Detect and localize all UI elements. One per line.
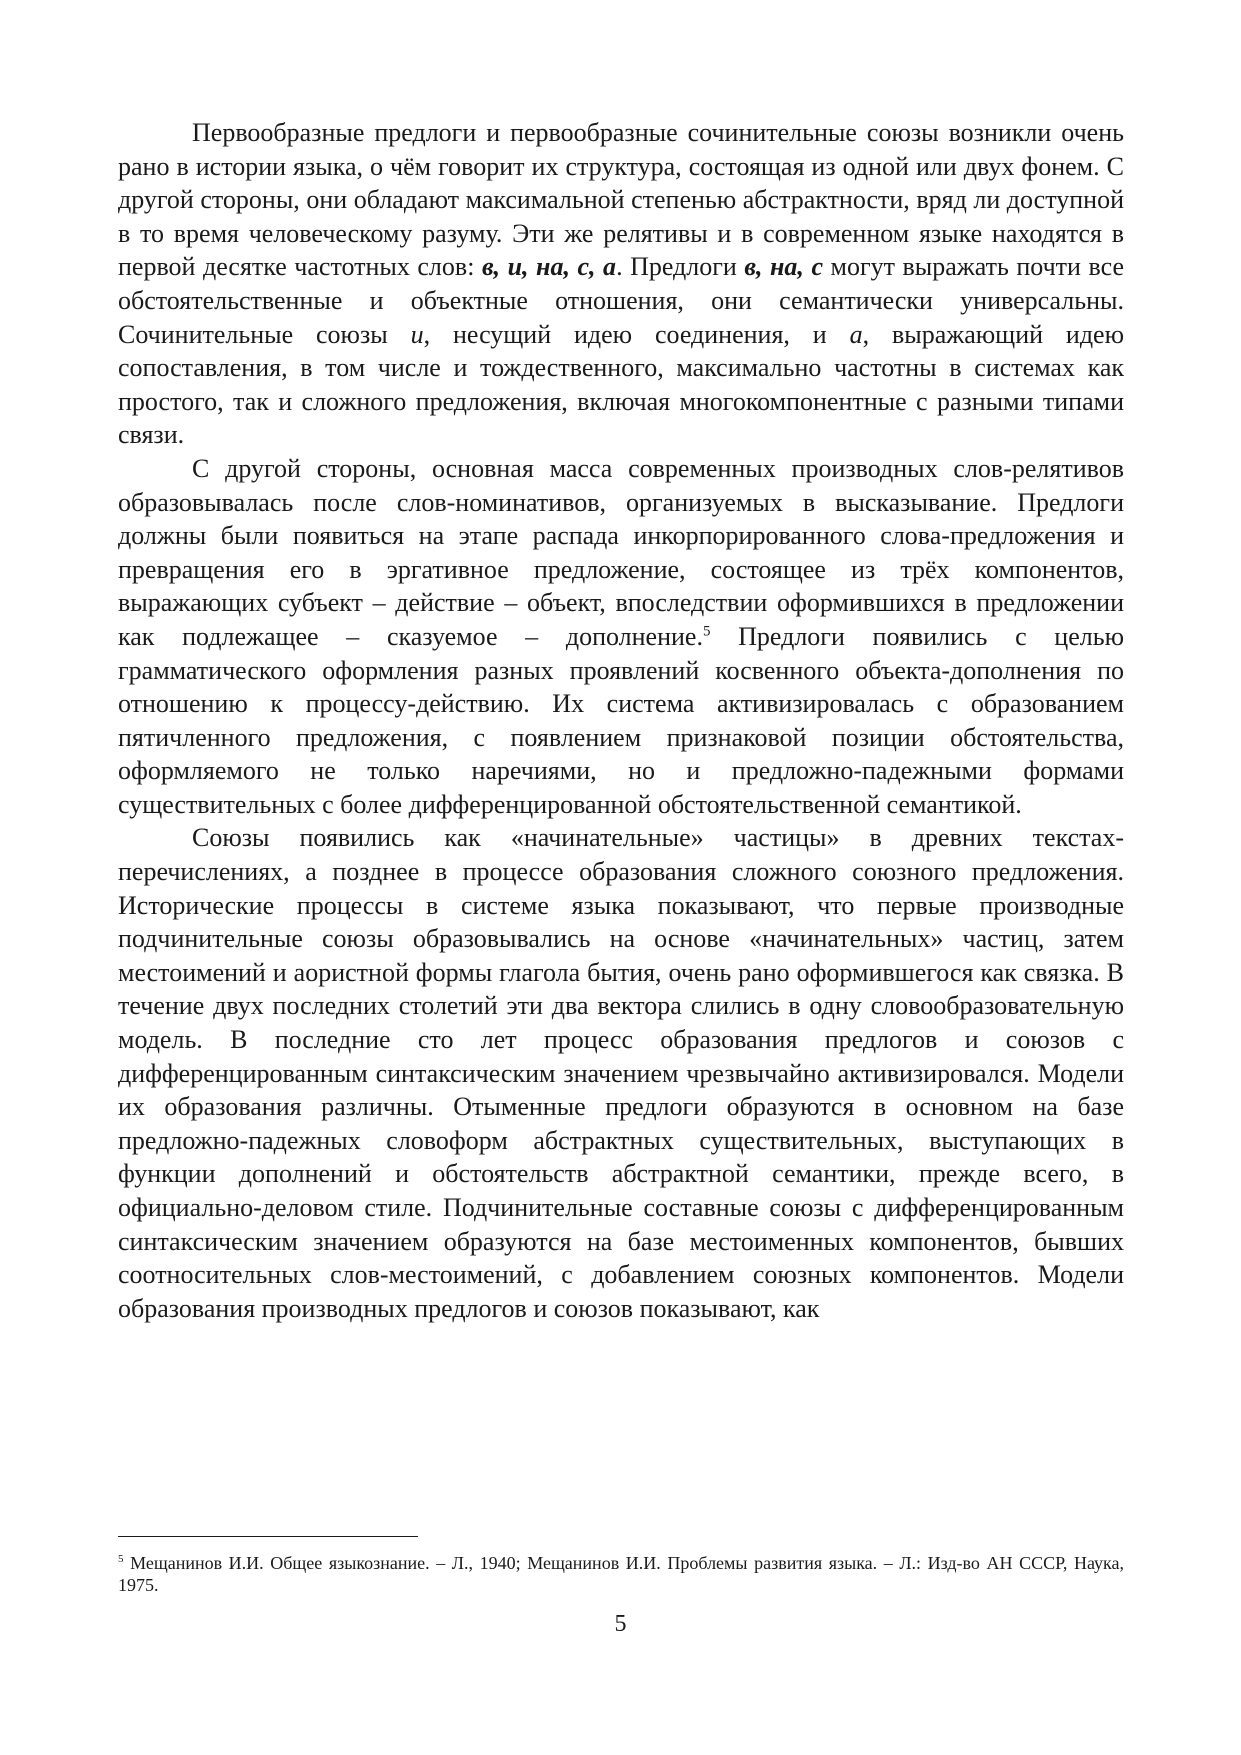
paragraph-1-text-5: , выражающий идею сопоставления, в том числе и тождественного, максимально частотны в системах как простого, так и сложного предложения, включая многокомпонентные с разными типами связи. (118, 319, 1125, 450)
conjunction-a-example: а (849, 319, 863, 349)
paragraph-3: Союзы появились как «начинательные» частицы» в древних текстах-перечислениях, а позднее в процессе образования сложного союзного предложения. Исторические процессы в системе языка показывают, что первые производные подчинительные союзы образовывались на основе «начинательных» частиц, затем местоимений и аористной формы глагола бытия, очень рано оформившегося как связка. В течение двух последних столетий эти два вектора слились в одну словообразовательную модель. В последние сто лет процесс образования предлогов и союзов с дифференцированным синтаксическим значением чрезвычайно активизировался. Модели их образования различны. Отыменные предлоги образуются в основном на базе предложно-падежных словоформ абстрактных существительных, выступающих в функции дополнений и обстоятельств абстрактной семантики, прежде всего, в официально-деловом стиле. Подчинительные составные союзы с дифференцированным синтаксическим значением образуются на базе местоименных компонентов, бывших соотносительных слов-местоимений, с добавлением союзных компонентов. Модели образования производных предлогов и союзов показывают, как (118, 823, 1124, 1323)
footnote-number: 5 (118, 1553, 124, 1565)
footnote-divider (118, 1536, 418, 1537)
conjunction-i-example: и (410, 319, 424, 349)
page-number: 5 (614, 1611, 627, 1637)
prepositions-list-example: в, на, с (744, 252, 823, 282)
paragraph-1-text-4: , несущий идею соединения, и (423, 319, 850, 349)
body-text (118, 116, 1124, 1325)
paragraph-2-text-2: Предлоги появились с целью грамматического оформления разных проявлений косвенного объекта-дополнения по отношению к процессу-действию. Их система активизировалась с образованием пятичленного предложения, с появлением признаковой позиции обстоятельства, оформляемого не только наречиями, но и предложно-падежными формами существительных с более дифференцированной обстоятельственной семантикой. (118, 621, 1125, 819)
relatives-list-example: в, и, на, с, а (481, 252, 617, 282)
paragraph-2-text-1: С другой стороны, основная масса современных производных слов-релятивов образовывалась после слов-номинативов, организуемых в высказывание. Предлоги должны были появиться на этапе распада инкорпорированного слова-предложения и превращения его в эргативное предложение, состоящее из трёх компонентов, выражающих субъект – действие – объект, впоследствии оформившихся в предложении как подлежащее – сказуемое – дополнение. (118, 453, 1124, 651)
footnote-text: Мещанинов И.И. Общее языкознание. – Л., 1940; Мещанинов И.И. Проблемы развития языка. – Л.: Изд-во АН СССР, Наука, 1975. (118, 1553, 1124, 1595)
footnote-reference[interactable]: 5 (702, 623, 711, 640)
footnote (118, 1552, 1124, 1596)
paragraph-1-text-1: Первообразные предлоги и первообразные сочинительные союзы возникли очень рано в истории языка, о чём говорит их структура, состоящая из одной или двух фонем. С другой стороны, они обладают максимальной степенью абстрактности, вряд ли доступной в то время человеческому разуму. Эти же релятивы и в современном языке находятся в первой десятке частотных слов: (118, 118, 1124, 282)
paragraph-2 (118, 452, 1124, 822)
paragraph-1-text-2: . Предлоги (616, 252, 745, 282)
paragraph-1 (118, 116, 1124, 452)
paragraph-1-text-3: могут выражать почти все обстоятельственные и объектные отношения, они семантически универсальны. Сочинительные союзы (118, 252, 1124, 349)
